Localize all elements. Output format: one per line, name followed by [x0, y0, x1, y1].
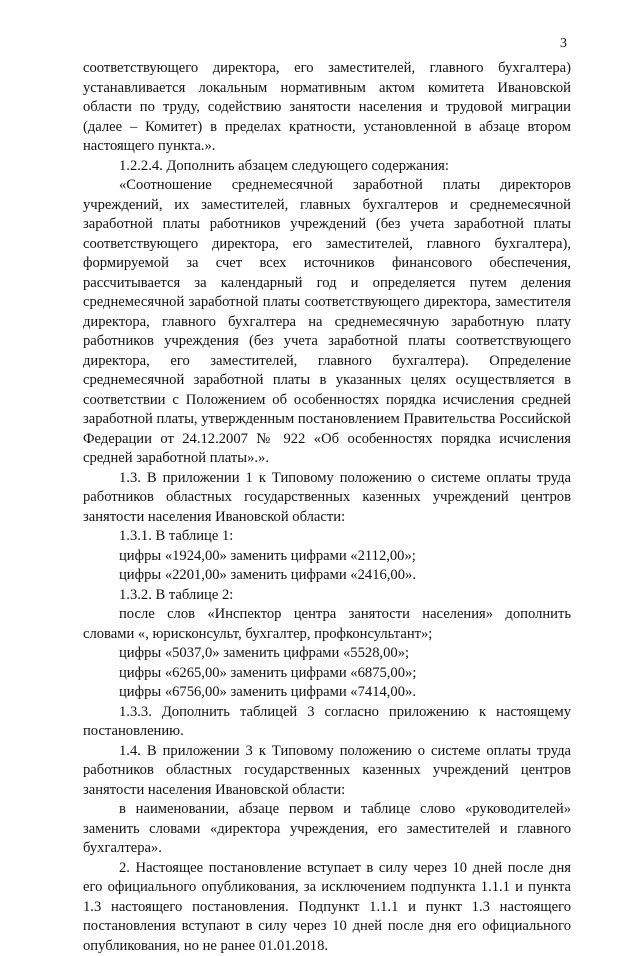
- paragraph-1-4-detail: в наименовании, абзаце первом и таблице слово «руководителей» заменить словами «директора учреждения, его заместителей и главного бухгалтера».: [83, 800, 571, 859]
- paragraph-1-2-2-4: 1.2.2.4. Дополнить абзацем следующего содержания:: [83, 157, 571, 177]
- paragraph-continuation: соответствующего директора, его заместителей, главного бухгалтера) устанавливается локальным нормативным актом комитета Ивановской области по труду, содействию занятости населения и трудовой миграции (далее – Комитет) в пределах кратности, установленной в абзаце втором настоящего пункта.».: [83, 59, 571, 157]
- paragraph-1-3-1: 1.3.1. В таблице 1:: [83, 527, 571, 547]
- paragraph-1-3: 1.3. В приложении 1 к Типовому положению о системе оплаты труда работников областных государственных казенных учреждений центров занятости населения Ивановской области:: [83, 469, 571, 528]
- paragraph-1-3-1-line-a: цифры «1924,00» заменить цифрами «2112,00»;: [83, 547, 571, 567]
- paragraph-1-3-2-line-c: цифры «6265,00» заменить цифрами «6875,00»;: [83, 664, 571, 684]
- paragraph-1-3-3: 1.3.3. Дополнить таблицей 3 согласно приложению к настоящему постановлению.: [83, 703, 571, 742]
- page-number: 3: [560, 36, 567, 52]
- paragraph-1-3-2-line-b: цифры «5037,0» заменить цифрами «5528,00»;: [83, 644, 571, 664]
- paragraph-2-effective-date: 2. Настоящее постановление вступает в силу через 10 дней после дня его официального опубликования, за исключением подпункта 1.1.1 и пункта 1.3 настоящего постановления. Подпункт 1.1.1 и пункт 1.3 настоящего постановления вступают в силу через 10 дней после дня его официального опубликования, но не ранее 01.01.2018.: [83, 859, 571, 956]
- paragraph-1-4: 1.4. В приложении 3 к Типовому положению о системе оплаты труда работников областных государственных казенных учреждений центров занятости населения Ивановской области:: [83, 742, 571, 801]
- document-body: [83, 59, 571, 956]
- paragraph-1-3-2-line-a: после слов «Инспектор центра занятости населения» дополнить словами «, юрисконсульт, бухгалтер, профконсультант»;: [83, 605, 571, 644]
- paragraph-ratio-definition: «Соотношение среднемесячной заработной платы директоров учреждений, их заместителей, главных бухгалтеров и среднемесячной заработной платы работников учреждений (без учета заработной платы соответствующего директора, его заместителей, главного бухгалтера), формируемой за счет всех источников финансового обеспечения, рассчитывается за календарный год и определяется путем деления среднемесячной заработной платы соответствующего директора, заместителя директора, главного бухгалтера на среднемесячную заработную плату работников учреждения (без учета заработной платы соответствующего директора, его заместителей, главного бухгалтера). Определение среднемесячной заработной платы в указанных целях осуществляется в соответствии с Положением об особенностях порядка исчисления средней заработной платы, утвержденным постановлением Правительства Российской Федерации от 24.12.2007 № 922 «Об особенностях порядка исчисления средней заработной платы».».: [83, 176, 571, 469]
- paragraph-1-3-2-line-d: цифры «6756,00» заменить цифрами «7414,00».: [83, 683, 571, 703]
- paragraph-1-3-2: 1.3.2. В таблице 2:: [83, 586, 571, 606]
- paragraph-1-3-1-line-b: цифры «2201,00» заменить цифрами «2416,00».: [83, 566, 571, 586]
